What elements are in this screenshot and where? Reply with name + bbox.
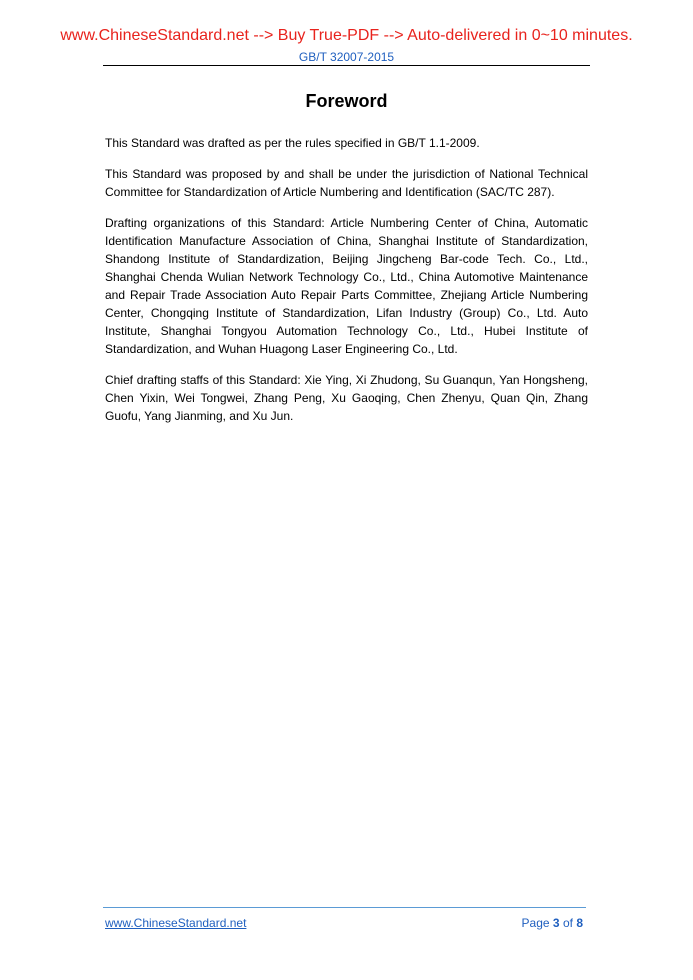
page-title: Foreword xyxy=(305,91,388,111)
page-current: 3 xyxy=(552,916,560,930)
paragraph-jurisdiction: This Standard was proposed by and shall be under the jurisdiction of National Technical Committee for Standardization of Article Numbering and Identification (SAC/TC 287). xyxy=(105,167,588,199)
paragraph-drafting-organizations: Drafting organizations of this Standard: Article Numbering Center of China, Automatic Identification Manufacture Association of China, Shanghai Institute of Standardization, Shandong Institute of Standardization, Beijing Jingcheng Bar-code Tech. Co., Ltd., Shanghai Chenda Wulian Network Technology Co., Ltd., China Automotive Maintenance and Repair Trade Association Auto Repair Parts Committee, Zhejiang Article Numbering Center, Chongqing Institute of Standardization, Lifan Industry (Group) Co., Ltd. Auto Institute, Shanghai Tongyou Automation Technology Co., Ltd., Hubei Institute of Standardization, and Wuhan Huagong Laser Engineering Co., Ltd. xyxy=(105,216,588,356)
page-total: 8 xyxy=(576,916,583,930)
page-of: of xyxy=(562,916,573,930)
paragraph-chief-staffs: Chief drafting staffs of this Standard: Xie Ying, Xi Zhudong, Su Guanqun, Yan Hongsheng, Chen Yixin, Wei Tongwei, Zhang Peng, Xu Gaoqing, Chen Zhenyu, Quan Qin, Zhang Guofu, Yang Jianming, and Xu Jun. xyxy=(105,373,588,423)
page-number xyxy=(522,916,583,930)
header-banner[interactable]: www.ChineseStandard.net --> Buy True-PDF --> Auto-delivered in 0~10 minutes. xyxy=(60,27,633,44)
footer-divider xyxy=(103,907,586,908)
footer-website-link[interactable]: www.ChineseStandard.net xyxy=(105,916,247,930)
paragraph-drafting-rules: This Standard was drafted as per the rules specified in GB/T 1.1-2009. xyxy=(105,136,480,150)
foreword-body xyxy=(105,134,588,438)
standard-code: GB/T 32007-2015 xyxy=(298,50,395,64)
page-label: Page xyxy=(521,916,550,930)
header-divider xyxy=(103,65,590,66)
